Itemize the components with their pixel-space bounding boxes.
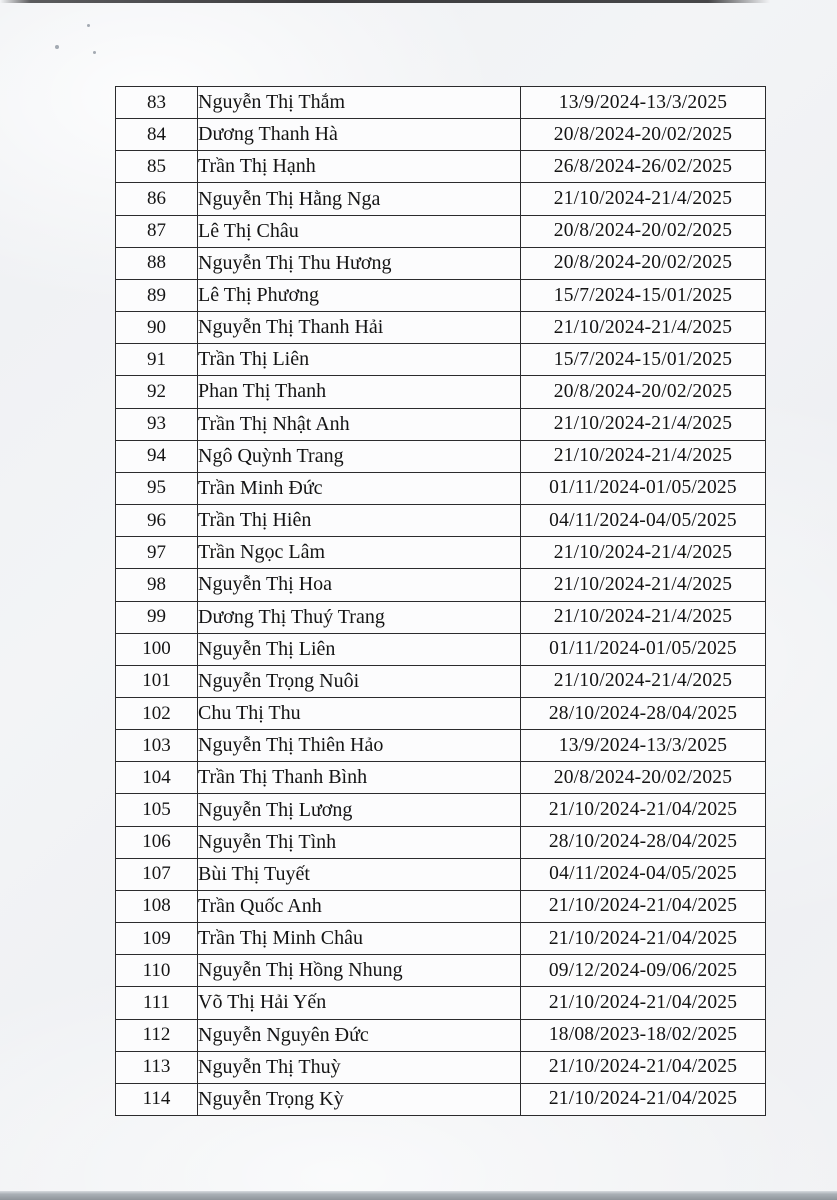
person-name-cell: Nguyễn Thị Thắm <box>198 87 521 119</box>
date-range-cell: 28/10/2024-28/04/2025 <box>521 697 766 729</box>
date-range-cell: 15/7/2024-15/01/2025 <box>521 344 766 376</box>
table-row <box>116 344 766 376</box>
date-range-cell: 21/10/2024-21/4/2025 <box>521 601 766 633</box>
date-range-cell: 21/10/2024-21/4/2025 <box>521 440 766 472</box>
date-range-cell: 13/9/2024-13/3/2025 <box>521 87 766 119</box>
person-name-cell: Trần Thị Thanh Bình <box>198 762 521 794</box>
date-range-cell: 20/8/2024-20/02/2025 <box>521 762 766 794</box>
date-range-cell: 21/10/2024-21/4/2025 <box>521 537 766 569</box>
table-row <box>116 955 766 987</box>
table-row <box>116 826 766 858</box>
person-name-cell: Nguyễn Thị Thuỳ <box>198 1051 521 1083</box>
row-number-cell: 97 <box>116 537 198 569</box>
row-number-cell: 110 <box>116 955 198 987</box>
person-name-cell: Trần Thị Hiên <box>198 505 521 537</box>
person-name-cell: Ngô Quỳnh Trang <box>198 440 521 472</box>
table-row <box>116 279 766 311</box>
date-range-cell: 01/11/2024-01/05/2025 <box>521 472 766 504</box>
person-name-cell: Trần Thị Liên <box>198 344 521 376</box>
date-range-cell: 01/11/2024-01/05/2025 <box>521 633 766 665</box>
person-name-cell: Nguyễn Nguyên Đức <box>198 1019 521 1051</box>
row-number-cell: 94 <box>116 440 198 472</box>
person-name-cell: Nguyễn Thị Lương <box>198 794 521 826</box>
person-name-cell: Nguyễn Trọng Nuôi <box>198 665 521 697</box>
table-row <box>116 794 766 826</box>
person-name-cell: Phan Thị Thanh <box>198 376 521 408</box>
date-range-cell: 21/10/2024-21/4/2025 <box>521 569 766 601</box>
row-number-cell: 112 <box>116 1019 198 1051</box>
person-name-cell: Nguyễn Thị Thu Hương <box>198 247 521 279</box>
row-number-cell: 106 <box>116 826 198 858</box>
row-number-cell: 89 <box>116 279 198 311</box>
row-number-cell: 92 <box>116 376 198 408</box>
table-row <box>116 890 766 922</box>
row-number-cell: 90 <box>116 312 198 344</box>
table-row <box>116 569 766 601</box>
date-range-cell: 20/8/2024-20/02/2025 <box>521 215 766 247</box>
table-row <box>116 601 766 633</box>
row-number-cell: 98 <box>116 569 198 601</box>
table-row <box>116 537 766 569</box>
table-row <box>116 987 766 1019</box>
date-range-cell: 21/10/2024-21/04/2025 <box>521 1051 766 1083</box>
person-name-cell: Trần Thị Nhật Anh <box>198 408 521 440</box>
date-range-cell: 21/10/2024-21/04/2025 <box>521 1083 766 1115</box>
date-range-cell: 21/10/2024-21/4/2025 <box>521 408 766 440</box>
table-row <box>116 1019 766 1051</box>
person-name-cell: Dương Thị Thuý Trang <box>198 601 521 633</box>
table-row <box>116 215 766 247</box>
person-name-cell: Nguyễn Thị Tình <box>198 826 521 858</box>
person-name-cell: Nguyễn Thị Hoa <box>198 569 521 601</box>
person-name-cell: Nguyễn Trọng Kỳ <box>198 1083 521 1115</box>
table-row <box>116 858 766 890</box>
person-name-cell: Lê Thị Phương <box>198 279 521 311</box>
row-number-cell: 83 <box>116 87 198 119</box>
roster-table <box>115 86 766 1116</box>
scan-speck <box>87 24 90 27</box>
table-row <box>116 408 766 440</box>
date-range-cell: 20/8/2024-20/02/2025 <box>521 376 766 408</box>
table-row <box>116 1083 766 1115</box>
person-name-cell: Nguyễn Thị Thanh Hải <box>198 312 521 344</box>
row-number-cell: 85 <box>116 151 198 183</box>
row-number-cell: 104 <box>116 762 198 794</box>
person-name-cell: Võ Thị Hải Yến <box>198 987 521 1019</box>
person-name-cell: Lê Thị Châu <box>198 215 521 247</box>
roster-table-body <box>116 87 766 1116</box>
date-range-cell: 21/10/2024-21/4/2025 <box>521 312 766 344</box>
row-number-cell: 100 <box>116 633 198 665</box>
date-range-cell: 21/10/2024-21/04/2025 <box>521 987 766 1019</box>
table-row <box>116 697 766 729</box>
table-row <box>116 87 766 119</box>
person-name-cell: Trần Ngọc Lâm <box>198 537 521 569</box>
date-range-cell: 21/10/2024-21/4/2025 <box>521 183 766 215</box>
person-name-cell: Nguyễn Thị Hồng Nhung <box>198 955 521 987</box>
scan-artifact-top-line <box>0 0 770 3</box>
row-number-cell: 107 <box>116 858 198 890</box>
person-name-cell: Trần Quốc Anh <box>198 890 521 922</box>
person-name-cell: Trần Thị Hạnh <box>198 151 521 183</box>
date-range-cell: 15/7/2024-15/01/2025 <box>521 279 766 311</box>
date-range-cell: 04/11/2024-04/05/2025 <box>521 505 766 537</box>
table-row <box>116 665 766 697</box>
row-number-cell: 102 <box>116 697 198 729</box>
row-number-cell: 108 <box>116 890 198 922</box>
scan-speck <box>93 51 96 54</box>
table-row <box>116 923 766 955</box>
row-number-cell: 84 <box>116 119 198 151</box>
row-number-cell: 99 <box>116 601 198 633</box>
date-range-cell: 21/10/2024-21/04/2025 <box>521 794 766 826</box>
table-row <box>116 376 766 408</box>
person-name-cell: Nguyễn Thị Hằng Nga <box>198 183 521 215</box>
table-row <box>116 440 766 472</box>
person-name-cell: Trần Thị Minh Châu <box>198 923 521 955</box>
scan-speck <box>55 45 59 49</box>
row-number-cell: 88 <box>116 247 198 279</box>
row-number-cell: 111 <box>116 987 198 1019</box>
person-name-cell: Nguyễn Thị Liên <box>198 633 521 665</box>
person-name-cell: Chu Thị Thu <box>198 697 521 729</box>
date-range-cell: 09/12/2024-09/06/2025 <box>521 955 766 987</box>
table-row <box>116 472 766 504</box>
date-range-cell: 18/08/2023-18/02/2025 <box>521 1019 766 1051</box>
row-number-cell: 95 <box>116 472 198 504</box>
row-number-cell: 114 <box>116 1083 198 1115</box>
row-number-cell: 96 <box>116 505 198 537</box>
scan-artifact-bottom-band <box>0 1191 837 1200</box>
person-name-cell: Trần Minh Đức <box>198 472 521 504</box>
table-row <box>116 183 766 215</box>
row-number-cell: 86 <box>116 183 198 215</box>
date-range-cell: 20/8/2024-20/02/2025 <box>521 247 766 279</box>
table-row <box>116 247 766 279</box>
row-number-cell: 91 <box>116 344 198 376</box>
row-number-cell: 103 <box>116 730 198 762</box>
date-range-cell: 28/10/2024-28/04/2025 <box>521 826 766 858</box>
date-range-cell: 13/9/2024-13/3/2025 <box>521 730 766 762</box>
table-row <box>116 151 766 183</box>
person-name-cell: Nguyễn Thị Thiên Hảo <box>198 730 521 762</box>
row-number-cell: 101 <box>116 665 198 697</box>
date-range-cell: 04/11/2024-04/05/2025 <box>521 858 766 890</box>
row-number-cell: 105 <box>116 794 198 826</box>
table-row <box>116 312 766 344</box>
person-name-cell: Dương Thanh Hà <box>198 119 521 151</box>
date-range-cell: 26/8/2024-26/02/2025 <box>521 151 766 183</box>
date-range-cell: 20/8/2024-20/02/2025 <box>521 119 766 151</box>
table-row <box>116 505 766 537</box>
person-name-cell: Bùi Thị Tuyết <box>198 858 521 890</box>
row-number-cell: 93 <box>116 408 198 440</box>
row-number-cell: 109 <box>116 923 198 955</box>
row-number-cell: 113 <box>116 1051 198 1083</box>
table-row <box>116 762 766 794</box>
table-row <box>116 633 766 665</box>
date-range-cell: 21/10/2024-21/04/2025 <box>521 890 766 922</box>
date-range-cell: 21/10/2024-21/4/2025 <box>521 665 766 697</box>
date-range-cell: 21/10/2024-21/04/2025 <box>521 923 766 955</box>
row-number-cell: 87 <box>116 215 198 247</box>
table-row <box>116 730 766 762</box>
table-row <box>116 1051 766 1083</box>
table-row <box>116 119 766 151</box>
